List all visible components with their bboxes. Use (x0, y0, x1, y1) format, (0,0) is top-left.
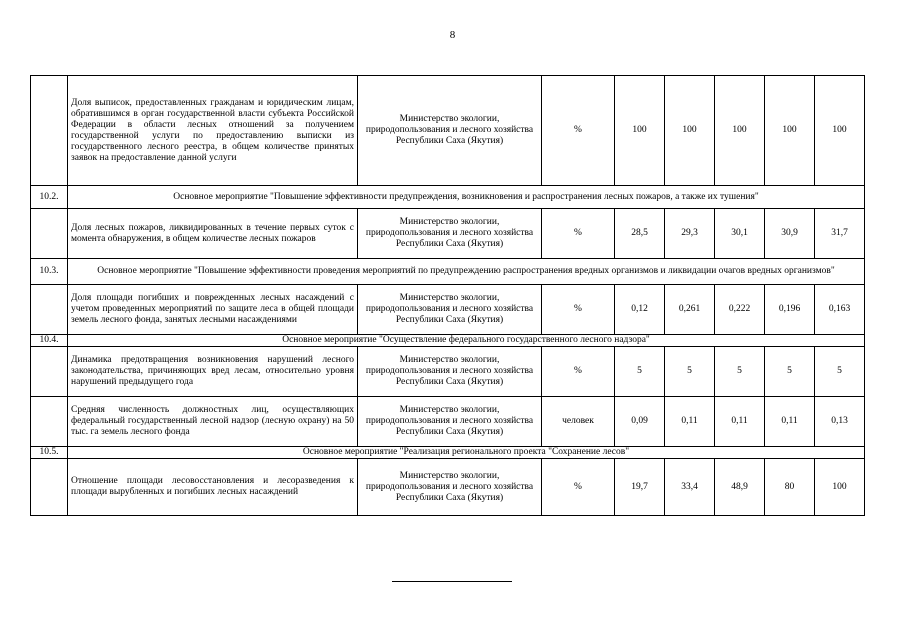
indicator-name: Доля площади погибших и поврежденных лесных насаждений с учетом проведенных мероприятий по защите леса в общей площади земель лесного фонда, занятых лесными насаждениями (68, 285, 358, 335)
table-row (31, 209, 865, 259)
responsible-executor: Министерство экологии, природопользования и лесного хозяйства Республики Саха (Якутия) (358, 397, 542, 447)
page-number: 8 (449, 29, 456, 41)
responsible-executor: Министерство экологии, природопользования и лесного хозяйства Республики Саха (Якутия) (358, 76, 542, 186)
table-row-event (31, 259, 865, 285)
indicators-table (30, 75, 865, 516)
value-cell: 28,5 (615, 209, 665, 259)
unit-of-measure: % (542, 285, 615, 335)
unit-of-measure: % (542, 209, 615, 259)
value-cell: 100 (815, 76, 865, 186)
row-number: 10.4. (31, 335, 68, 347)
value-cell: 5 (715, 347, 765, 397)
row-number (31, 285, 68, 335)
value-cell: 0,13 (815, 397, 865, 447)
value-cell: 48,9 (715, 459, 765, 516)
row-number: 10.2. (31, 186, 68, 209)
value-cell: 0,261 (665, 285, 715, 335)
main-event-title: Основное мероприятие "Повышение эффективности предупреждения, возникновения и распространения лесных пожаров, а также их тушения" (68, 186, 865, 209)
responsible-executor: Министерство экологии, природопользования и лесного хозяйства Республики Саха (Якутия) (358, 209, 542, 259)
table-row (31, 459, 865, 516)
table-row (31, 397, 865, 447)
row-number (31, 347, 68, 397)
main-event-title: Основное мероприятие "Повышение эффективности проведения мероприятий по предупреждению распространения вредных организмов и ликвидации очагов вредных организмов" (68, 259, 865, 285)
indicator-name: Отношение площади лесовосстановления и лесоразведения к площади вырубленных и погибших лесных насаждений (68, 459, 358, 516)
indicator-name: Доля выписок, предоставленных гражданам и юридическим лицам, обратившимся в орган государственной власти субъекта Российской Федерации в области лесных отношений за получением государственной услуги по предоставлению выписки из государственного лесного реестра, в общем количестве принятых заявок на предоставление данной услуги (68, 76, 358, 186)
indicator-name: Средняя численность должностных лиц, осуществляющих федеральный государственный лесной надзор (лесную охрану) на 50 тыс. га земель лесного фонда (68, 397, 358, 447)
value-cell: 5 (765, 347, 815, 397)
responsible-executor: Министерство экологии, природопользования и лесного хозяйства Республики Саха (Якутия) (358, 459, 542, 516)
unit-of-measure: % (542, 76, 615, 186)
value-cell: 100 (715, 76, 765, 186)
value-cell: 29,3 (665, 209, 715, 259)
value-cell: 100 (665, 76, 715, 186)
row-number (31, 459, 68, 516)
value-cell: 0,11 (765, 397, 815, 447)
unit-of-measure: % (542, 459, 615, 516)
value-cell: 100 (615, 76, 665, 186)
footer-separator-line (392, 581, 512, 582)
table-row (31, 76, 865, 186)
value-cell: 80 (765, 459, 815, 516)
table-row-event (31, 186, 865, 209)
table-row (31, 285, 865, 335)
table-row-event (31, 447, 865, 459)
value-cell: 5 (615, 347, 665, 397)
value-cell: 33,4 (665, 459, 715, 516)
responsible-executor: Министерство экологии, природопользования и лесного хозяйства Республики Саха (Якутия) (358, 347, 542, 397)
value-cell: 5 (665, 347, 715, 397)
value-cell: 0,11 (715, 397, 765, 447)
row-number (31, 209, 68, 259)
value-cell: 19,7 (615, 459, 665, 516)
row-number (31, 397, 68, 447)
value-cell: 0,12 (615, 285, 665, 335)
main-event-title: Основное мероприятие "Осуществление федерального государственного лесного надзора" (68, 335, 865, 347)
unit-of-measure: человек (542, 397, 615, 447)
value-cell: 100 (765, 76, 815, 186)
main-event-title: Основное мероприятие "Реализация регионального проекта "Сохранение лесов" (68, 447, 865, 459)
value-cell: 0,11 (665, 397, 715, 447)
indicator-name: Динамика предотвращения возникновения нарушений лесного законодательства, причиняющих вред лесам, относительно уровня нарушений предыдущего года (68, 347, 358, 397)
row-number (31, 76, 68, 186)
value-cell: 0,222 (715, 285, 765, 335)
row-number: 10.5. (31, 447, 68, 459)
table-row (31, 347, 865, 397)
value-cell: 100 (815, 459, 865, 516)
value-cell: 5 (815, 347, 865, 397)
value-cell: 30,9 (765, 209, 815, 259)
unit-of-measure: % (542, 347, 615, 397)
value-cell: 0,163 (815, 285, 865, 335)
indicator-name: Доля лесных пожаров, ликвидированных в течение первых суток с момента обнаружения, в общем количестве лесных пожаров (68, 209, 358, 259)
value-cell: 31,7 (815, 209, 865, 259)
value-cell: 30,1 (715, 209, 765, 259)
table-row-event (31, 335, 865, 347)
value-cell: 0,196 (765, 285, 815, 335)
responsible-executor: Министерство экологии, природопользования и лесного хозяйства Республики Саха (Якутия) (358, 285, 542, 335)
value-cell: 0,09 (615, 397, 665, 447)
row-number: 10.3. (31, 259, 68, 285)
